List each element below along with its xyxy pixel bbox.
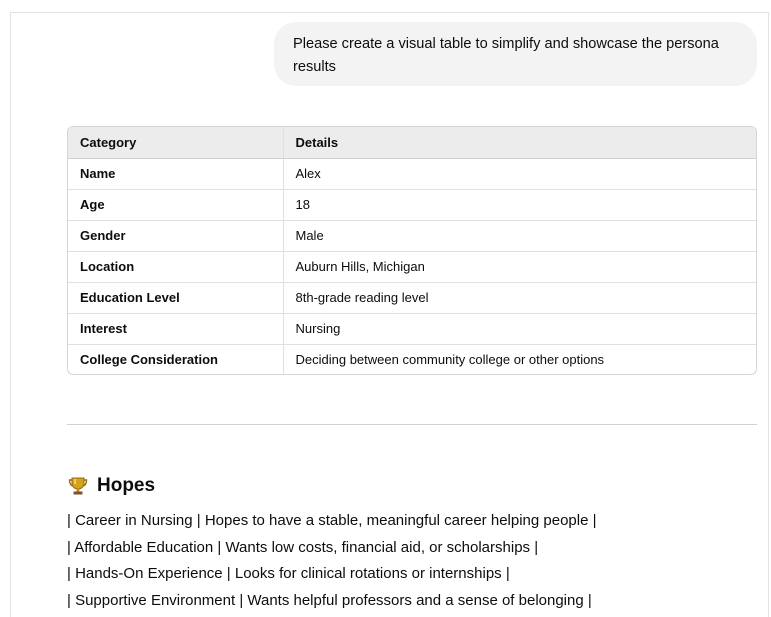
table-row: [68, 158, 756, 189]
persona-table: [67, 126, 757, 375]
row-detail: Male: [283, 220, 756, 251]
user-message-text: Please create a visual table to simplify and showcase the persona results: [293, 36, 719, 75]
row-detail: Nursing: [283, 313, 756, 344]
row-detail: 18: [283, 189, 756, 220]
row-detail: 8th-grade reading level: [283, 282, 756, 313]
table-row: [68, 344, 756, 375]
hopes-list: [67, 509, 597, 615]
table-header-row: [68, 127, 756, 158]
table-row: [68, 251, 756, 282]
section-title: Hopes: [97, 475, 156, 496]
table-row: [68, 220, 756, 251]
row-detail: Auburn Hills, Michigan: [283, 251, 756, 282]
row-detail: Alex: [283, 158, 756, 189]
row-category: Name: [68, 158, 283, 189]
row-category: Education Level: [68, 282, 283, 313]
header-category: Category: [68, 127, 283, 158]
header-details: Details: [283, 127, 756, 158]
table-row: [68, 313, 756, 344]
row-category: Gender: [68, 220, 283, 251]
hopes-heading: [68, 472, 155, 500]
row-category: College Consideration: [80, 352, 218, 368]
row-category: Interest: [68, 313, 283, 344]
section-divider: [67, 424, 757, 425]
table-row: [68, 282, 756, 313]
trophy-icon: [68, 476, 88, 496]
user-message-bubble: [274, 22, 757, 86]
list-item: | Supportive Environment | Wants helpful professors and a sense of belonging |: [67, 591, 592, 609]
row-detail: Deciding between community college or other options: [283, 344, 756, 375]
row-category: Age: [68, 189, 283, 220]
list-item: | Affordable Education | Wants low costs, financial aid, or scholarships |: [67, 538, 539, 556]
table-row: [68, 189, 756, 220]
list-item: | Career in Nursing | Hopes to have a stable, meaningful career helping people |: [67, 512, 597, 529]
list-item: | Hands-On Experience | Looks for clinical rotations or internships |: [67, 565, 510, 582]
row-category: Location: [68, 251, 283, 282]
